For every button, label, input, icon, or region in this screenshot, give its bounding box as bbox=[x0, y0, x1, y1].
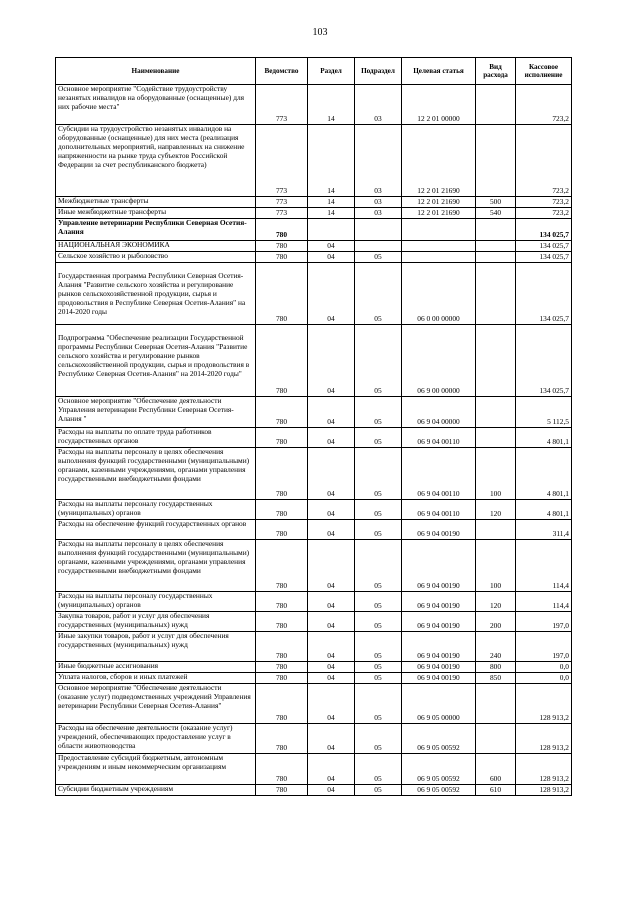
row-name: Иные бюджетные ассигнования bbox=[56, 662, 256, 673]
row-subsection: 05 bbox=[355, 540, 402, 592]
row-amount: 197,0 bbox=[516, 632, 572, 662]
row-target-item: 06 9 04 00190 bbox=[402, 632, 476, 662]
row-department: 780 bbox=[256, 684, 308, 724]
row-section: 04 bbox=[308, 632, 355, 662]
row-target-item: 06 9 04 00000 bbox=[402, 397, 476, 428]
row-subsection: 03 bbox=[355, 85, 402, 125]
row-section: 04 bbox=[308, 785, 355, 796]
row-expense-type: 540 bbox=[476, 208, 516, 219]
row-amount: 4 801,1 bbox=[516, 448, 572, 500]
table-row bbox=[56, 263, 572, 325]
row-section: 04 bbox=[308, 540, 355, 592]
row-subsection: 03 bbox=[355, 197, 402, 208]
row-target-item: 06 9 05 00592 bbox=[402, 785, 476, 796]
row-target-item: 06 9 05 00592 bbox=[402, 754, 476, 785]
row-expense-type bbox=[476, 428, 516, 448]
row-amount: 134 025,7 bbox=[516, 325, 572, 397]
row-section: 04 bbox=[308, 684, 355, 724]
row-department: 780 bbox=[256, 448, 308, 500]
row-department: 780 bbox=[256, 662, 308, 673]
row-target-item: 06 9 04 00110 bbox=[402, 500, 476, 520]
row-subsection: 05 bbox=[355, 500, 402, 520]
row-name: Основное мероприятие "Обеспечение деятельности (оказание услуг) подведомственных учреждений Управления ветеринарии Республики Северная Осетия-Алания" bbox=[56, 684, 256, 724]
row-section: 04 bbox=[308, 263, 355, 325]
row-name: Государственная программа Республики Северная Осетия-Алания "Развитие сельского хозяйства и регулирование рынков сельскохозяйственной продукции, сырья и продовольствия в Республике Северная Осетия-Алания" на 2014-2020 годы bbox=[56, 263, 256, 325]
row-section: 04 bbox=[308, 754, 355, 785]
row-target-item bbox=[402, 241, 476, 252]
row-name: Основное мероприятие "Обеспечение деятельности Управления ветеринарии Республики Северная Осетия-Алания " bbox=[56, 397, 256, 428]
row-department: 780 bbox=[256, 325, 308, 397]
row-amount: 197,0 bbox=[516, 612, 572, 632]
row-subsection: 05 bbox=[355, 662, 402, 673]
row-name: Субсидии бюджетным учреждениям bbox=[56, 785, 256, 796]
row-section: 04 bbox=[308, 500, 355, 520]
table-row bbox=[56, 632, 572, 662]
row-expense-type: 610 bbox=[476, 785, 516, 796]
row-department: 780 bbox=[256, 428, 308, 448]
row-name: Подпрограмма "Обеспечение реализации Государственной программы Республики Северная Осетия-Алания "Развитие сельского хозяйства и регулирование рынков сельскохозяйственной продукции, сырья и продовольствия в Республике Северная Осетия-Алания" на 2014-2020 годы" bbox=[56, 325, 256, 397]
row-subsection: 05 bbox=[355, 754, 402, 785]
row-name: Межбюджетные трансферты bbox=[56, 197, 256, 208]
row-section: 04 bbox=[308, 428, 355, 448]
row-section: 04 bbox=[308, 612, 355, 632]
row-expense-type: 120 bbox=[476, 592, 516, 612]
row-name: Сельское хозяйство и рыболовство bbox=[56, 252, 256, 263]
row-amount: 723,2 bbox=[516, 208, 572, 219]
row-name: Расходы на выплаты персоналу государственных (муниципальных) органов bbox=[56, 592, 256, 612]
row-expense-type: 600 bbox=[476, 754, 516, 785]
row-department: 780 bbox=[256, 500, 308, 520]
row-target-item: 06 9 05 00592 bbox=[402, 724, 476, 754]
row-amount: 0,0 bbox=[516, 673, 572, 684]
row-subsection: 05 bbox=[355, 724, 402, 754]
row-target-item: 06 9 04 00190 bbox=[402, 612, 476, 632]
row-department: 780 bbox=[256, 673, 308, 684]
table-row bbox=[56, 448, 572, 500]
table-row bbox=[56, 785, 572, 796]
table-row bbox=[56, 125, 572, 197]
row-subsection: 05 bbox=[355, 252, 402, 263]
row-subsection bbox=[355, 219, 402, 241]
table-row bbox=[56, 325, 572, 397]
table-header-row bbox=[56, 58, 572, 85]
row-expense-type: 800 bbox=[476, 662, 516, 673]
row-amount: 5 112,5 bbox=[516, 397, 572, 428]
header-name: Наименование bbox=[56, 58, 256, 85]
table-row bbox=[56, 673, 572, 684]
header-subsection: Подраздел bbox=[355, 58, 402, 85]
row-amount: 723,2 bbox=[516, 197, 572, 208]
row-amount: 128 913,2 bbox=[516, 684, 572, 724]
row-expense-type bbox=[476, 263, 516, 325]
row-expense-type: 120 bbox=[476, 500, 516, 520]
row-target-item: 06 9 04 00190 bbox=[402, 540, 476, 592]
row-name: Расходы на обеспечение деятельности (оказание услуг) учреждений, обеспечивающих предоставление услуг в области животноводства bbox=[56, 724, 256, 754]
row-department: 780 bbox=[256, 397, 308, 428]
table-row bbox=[56, 241, 572, 252]
row-subsection bbox=[355, 241, 402, 252]
table-row bbox=[56, 197, 572, 208]
row-department: 780 bbox=[256, 520, 308, 540]
row-section: 14 bbox=[308, 125, 355, 197]
row-subsection: 05 bbox=[355, 428, 402, 448]
row-subsection: 05 bbox=[355, 612, 402, 632]
row-target-item: 06 9 04 00190 bbox=[402, 520, 476, 540]
row-amount: 311,4 bbox=[516, 520, 572, 540]
table-row bbox=[56, 252, 572, 263]
row-name: Предоставление субсидий бюджетным, автономным учреждениям и иным некоммерческим организациям bbox=[56, 754, 256, 785]
row-expense-type bbox=[476, 325, 516, 397]
page-number: 103 bbox=[312, 27, 328, 38]
row-expense-type bbox=[476, 125, 516, 197]
row-name: Иные закупки товаров, работ и услуг для обеспечения государственных (муниципальных) нужд bbox=[56, 632, 256, 662]
table-row bbox=[56, 520, 572, 540]
row-department: 780 bbox=[256, 252, 308, 263]
row-subsection: 05 bbox=[355, 448, 402, 500]
table-row bbox=[56, 85, 572, 125]
row-section: 04 bbox=[308, 724, 355, 754]
row-name: Расходы на выплаты персоналу государственных (муниципальных) органов bbox=[56, 500, 256, 520]
row-name: Расходы на выплаты персоналу в целях обеспечения выполнения функций государственными (муниципальными) органами, казенными учреждениями, органами управления государственными внебюджетными фондами bbox=[56, 448, 256, 500]
row-target-item: 12 2 01 21690 bbox=[402, 208, 476, 219]
row-name: Расходы на обеспечение функций государственных органов bbox=[56, 520, 256, 540]
row-subsection: 05 bbox=[355, 520, 402, 540]
row-subsection: 05 bbox=[355, 632, 402, 662]
row-department: 773 bbox=[256, 208, 308, 219]
row-department: 780 bbox=[256, 724, 308, 754]
row-target-item: 12 2 01 00000 bbox=[402, 85, 476, 125]
row-department: 780 bbox=[256, 241, 308, 252]
row-section: 04 bbox=[308, 520, 355, 540]
row-section: 14 bbox=[308, 197, 355, 208]
row-section: 04 bbox=[308, 252, 355, 263]
row-expense-type: 500 bbox=[476, 197, 516, 208]
row-amount: 4 801,1 bbox=[516, 428, 572, 448]
table-row bbox=[56, 724, 572, 754]
row-subsection: 05 bbox=[355, 592, 402, 612]
row-target-item: 06 9 04 00190 bbox=[402, 673, 476, 684]
row-name: Иные межбюджетные трансферты bbox=[56, 208, 256, 219]
row-target-item: 06 0 00 00000 bbox=[402, 263, 476, 325]
row-target-item: 06 9 04 00190 bbox=[402, 592, 476, 612]
row-department: 773 bbox=[256, 197, 308, 208]
row-department: 780 bbox=[256, 263, 308, 325]
table-row bbox=[56, 500, 572, 520]
table-row bbox=[56, 208, 572, 219]
row-name: Основное мероприятие "Содействие трудоустройству незанятых инвалидов на оборудованные (оснащенные) для них рабочие места" bbox=[56, 85, 256, 125]
row-department: 773 bbox=[256, 125, 308, 197]
row-expense-type: 200 bbox=[476, 612, 516, 632]
row-name: НАЦИОНАЛЬНАЯ ЭКОНОМИКА bbox=[56, 241, 256, 252]
row-amount: 128 913,2 bbox=[516, 754, 572, 785]
row-expense-type bbox=[476, 252, 516, 263]
row-target-item: 06 9 04 00110 bbox=[402, 428, 476, 448]
budget-table bbox=[55, 57, 572, 796]
table-row bbox=[56, 397, 572, 428]
table-row bbox=[56, 219, 572, 241]
row-expense-type bbox=[476, 520, 516, 540]
row-subsection: 05 bbox=[355, 673, 402, 684]
row-amount: 0,0 bbox=[516, 662, 572, 673]
table-row bbox=[56, 428, 572, 448]
header-department: Ведомство bbox=[256, 58, 308, 85]
row-target-item: 06 9 04 00190 bbox=[402, 662, 476, 673]
row-section: 04 bbox=[308, 397, 355, 428]
row-amount: 134 025,7 bbox=[516, 219, 572, 241]
row-expense-type bbox=[476, 397, 516, 428]
row-name: Расходы на выплаты персоналу в целях обеспечения выполнения функций государственными (муниципальными) органами, казенными учреждениями, органами управления государственными внебюджетными фондами bbox=[56, 540, 256, 592]
table-row bbox=[56, 754, 572, 785]
row-amount: 723,2 bbox=[516, 85, 572, 125]
row-subsection: 05 bbox=[355, 785, 402, 796]
row-expense-type: 850 bbox=[476, 673, 516, 684]
row-name: Закупка товаров, работ и услуг для обеспечения государственных (муниципальных) нужд bbox=[56, 612, 256, 632]
row-subsection: 05 bbox=[355, 325, 402, 397]
row-section: 04 bbox=[308, 325, 355, 397]
header-cash-execution: Кассовое исполнение bbox=[516, 58, 572, 85]
row-section bbox=[308, 219, 355, 241]
row-target-item bbox=[402, 252, 476, 263]
row-amount: 128 913,2 bbox=[516, 785, 572, 796]
table-row bbox=[56, 684, 572, 724]
row-expense-type: 240 bbox=[476, 632, 516, 662]
row-amount: 128 913,2 bbox=[516, 724, 572, 754]
row-target-item: 12 2 01 21690 bbox=[402, 125, 476, 197]
row-department: 780 bbox=[256, 754, 308, 785]
row-expense-type bbox=[476, 684, 516, 724]
table-row bbox=[56, 612, 572, 632]
row-expense-type bbox=[476, 219, 516, 241]
header-expense-type: Вид расхода bbox=[476, 58, 516, 85]
row-amount: 4 801,1 bbox=[516, 500, 572, 520]
row-expense-type bbox=[476, 724, 516, 754]
table-row bbox=[56, 540, 572, 592]
row-subsection: 05 bbox=[355, 684, 402, 724]
row-amount: 134 025,7 bbox=[516, 241, 572, 252]
row-target-item: 12 2 01 21690 bbox=[402, 197, 476, 208]
row-department: 780 bbox=[256, 612, 308, 632]
row-department: 780 bbox=[256, 632, 308, 662]
header-target-item: Целевая статья bbox=[402, 58, 476, 85]
row-section: 14 bbox=[308, 85, 355, 125]
header-section: Раздел bbox=[308, 58, 355, 85]
row-section: 14 bbox=[308, 208, 355, 219]
row-target-item bbox=[402, 219, 476, 241]
row-department: 780 bbox=[256, 592, 308, 612]
row-expense-type: 100 bbox=[476, 448, 516, 500]
row-target-item: 06 9 04 00110 bbox=[402, 448, 476, 500]
row-expense-type bbox=[476, 85, 516, 125]
row-subsection: 03 bbox=[355, 208, 402, 219]
row-department: 780 bbox=[256, 785, 308, 796]
row-amount: 723,2 bbox=[516, 125, 572, 197]
row-amount: 134 025,7 bbox=[516, 252, 572, 263]
row-subsection: 05 bbox=[355, 397, 402, 428]
row-section: 04 bbox=[308, 241, 355, 252]
row-department: 780 bbox=[256, 219, 308, 241]
row-expense-type: 100 bbox=[476, 540, 516, 592]
row-department: 780 bbox=[256, 540, 308, 592]
row-expense-type bbox=[476, 241, 516, 252]
row-name: Управление ветеринарии Республики Северная Осетия-Алания bbox=[56, 219, 256, 241]
row-target-item: 06 9 00 00000 bbox=[402, 325, 476, 397]
row-amount: 114,4 bbox=[516, 592, 572, 612]
table-row bbox=[56, 662, 572, 673]
row-section: 04 bbox=[308, 592, 355, 612]
row-section: 04 bbox=[308, 673, 355, 684]
table-row bbox=[56, 592, 572, 612]
row-amount: 114,4 bbox=[516, 540, 572, 592]
row-subsection: 03 bbox=[355, 125, 402, 197]
row-name: Субсидии на трудоустройство незанятых инвалидов на оборудованные (оснащенные) для них места (реализация дополнительных мероприятий, направленных на снижение напряженности на рынке труда субъектов Российской Федерации за счет республиканского бюджета) bbox=[56, 125, 256, 197]
row-subsection: 05 bbox=[355, 263, 402, 325]
row-amount: 134 025,7 bbox=[516, 263, 572, 325]
row-target-item: 06 9 05 00000 bbox=[402, 684, 476, 724]
row-department: 773 bbox=[256, 85, 308, 125]
row-name: Уплата налогов, сборов и иных платежей bbox=[56, 673, 256, 684]
row-section: 04 bbox=[308, 662, 355, 673]
row-name: Расходы на выплаты по оплате труда работников государственных органов bbox=[56, 428, 256, 448]
row-section: 04 bbox=[308, 448, 355, 500]
